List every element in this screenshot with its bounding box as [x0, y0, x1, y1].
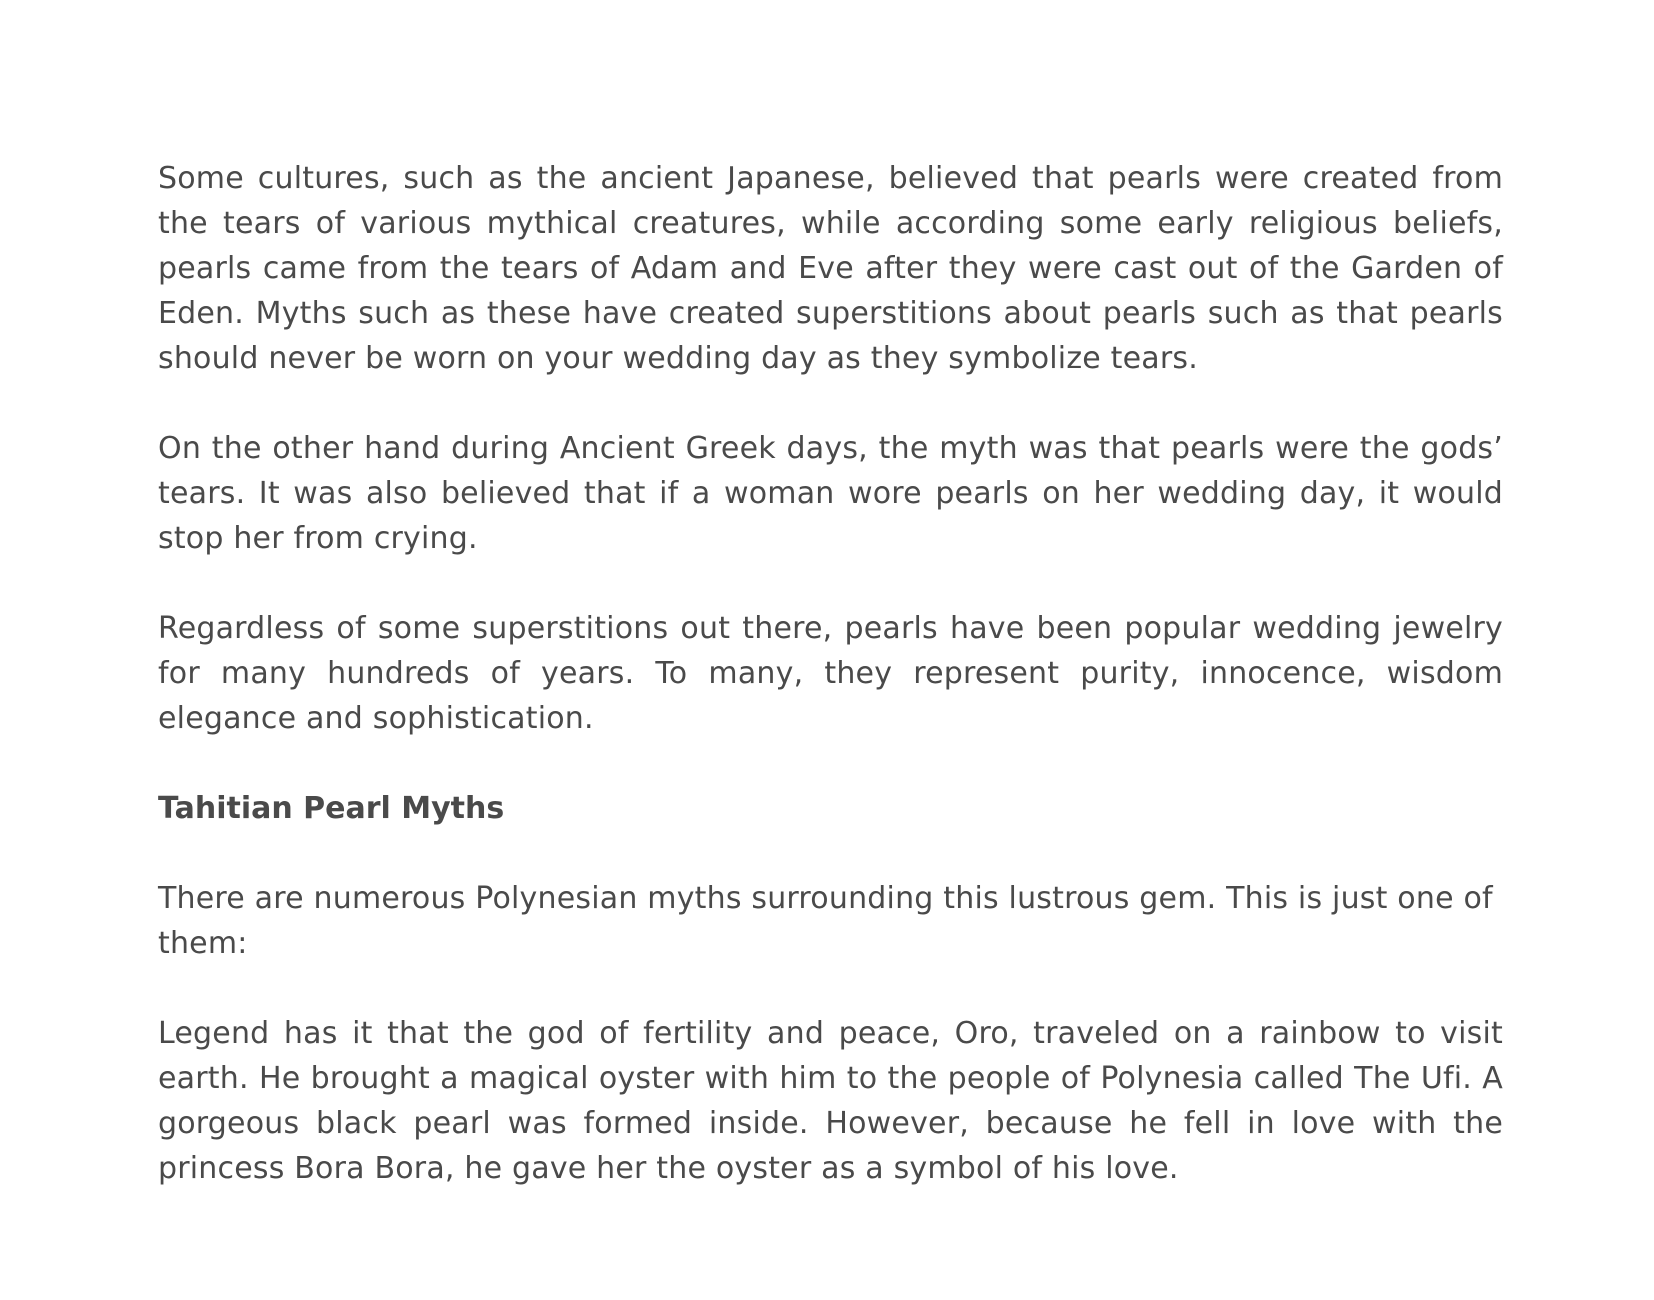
section-heading: Tahitian Pearl Myths	[158, 791, 505, 826]
paragraph-greek-myth: On the other hand during Ancient Greek days, the myth was that pearls were the gods’ tears. It was also believed that if a woman wore pearls on her wedding day, it would stop her from crying.	[158, 431, 1503, 556]
paragraph-oro-legend: Legend has it that the god of fertility and peace, Oro, traveled on a rainbow to visit earth. He brought a magical oyster with him to the people of Polynesia called The Ufi. A gorgeous black pearl was formed inside. However, because he fell in love with the princess Bora Bora, he gave her the oyster as a symbol of his love.	[158, 1016, 1503, 1186]
paragraph-polynesian-intro: There are numerous Polynesian myths surrounding this lustrous gem. This is just one of them:	[158, 881, 1493, 961]
document-page	[158, 156, 1503, 1236]
paragraph-wedding-jewelry: Regardless of some superstitions out there, pearls have been popular wedding jewelry for many hundreds of years. To many, they represent purity, innocence, wisdom elegance and sophistication.	[158, 611, 1503, 736]
paragraph-japanese-myth: Some cultures, such as the ancient Japanese, believed that pearls were created from the tears of various mythical creatures, while according some early religious beliefs, pearls came from the tears of Adam and Eve after they were cast out of the Garden of Eden. Myths such as these have created superstitions about pearls such as that pearls should never be worn on your wedding day as they symbolize tears.	[158, 161, 1503, 376]
